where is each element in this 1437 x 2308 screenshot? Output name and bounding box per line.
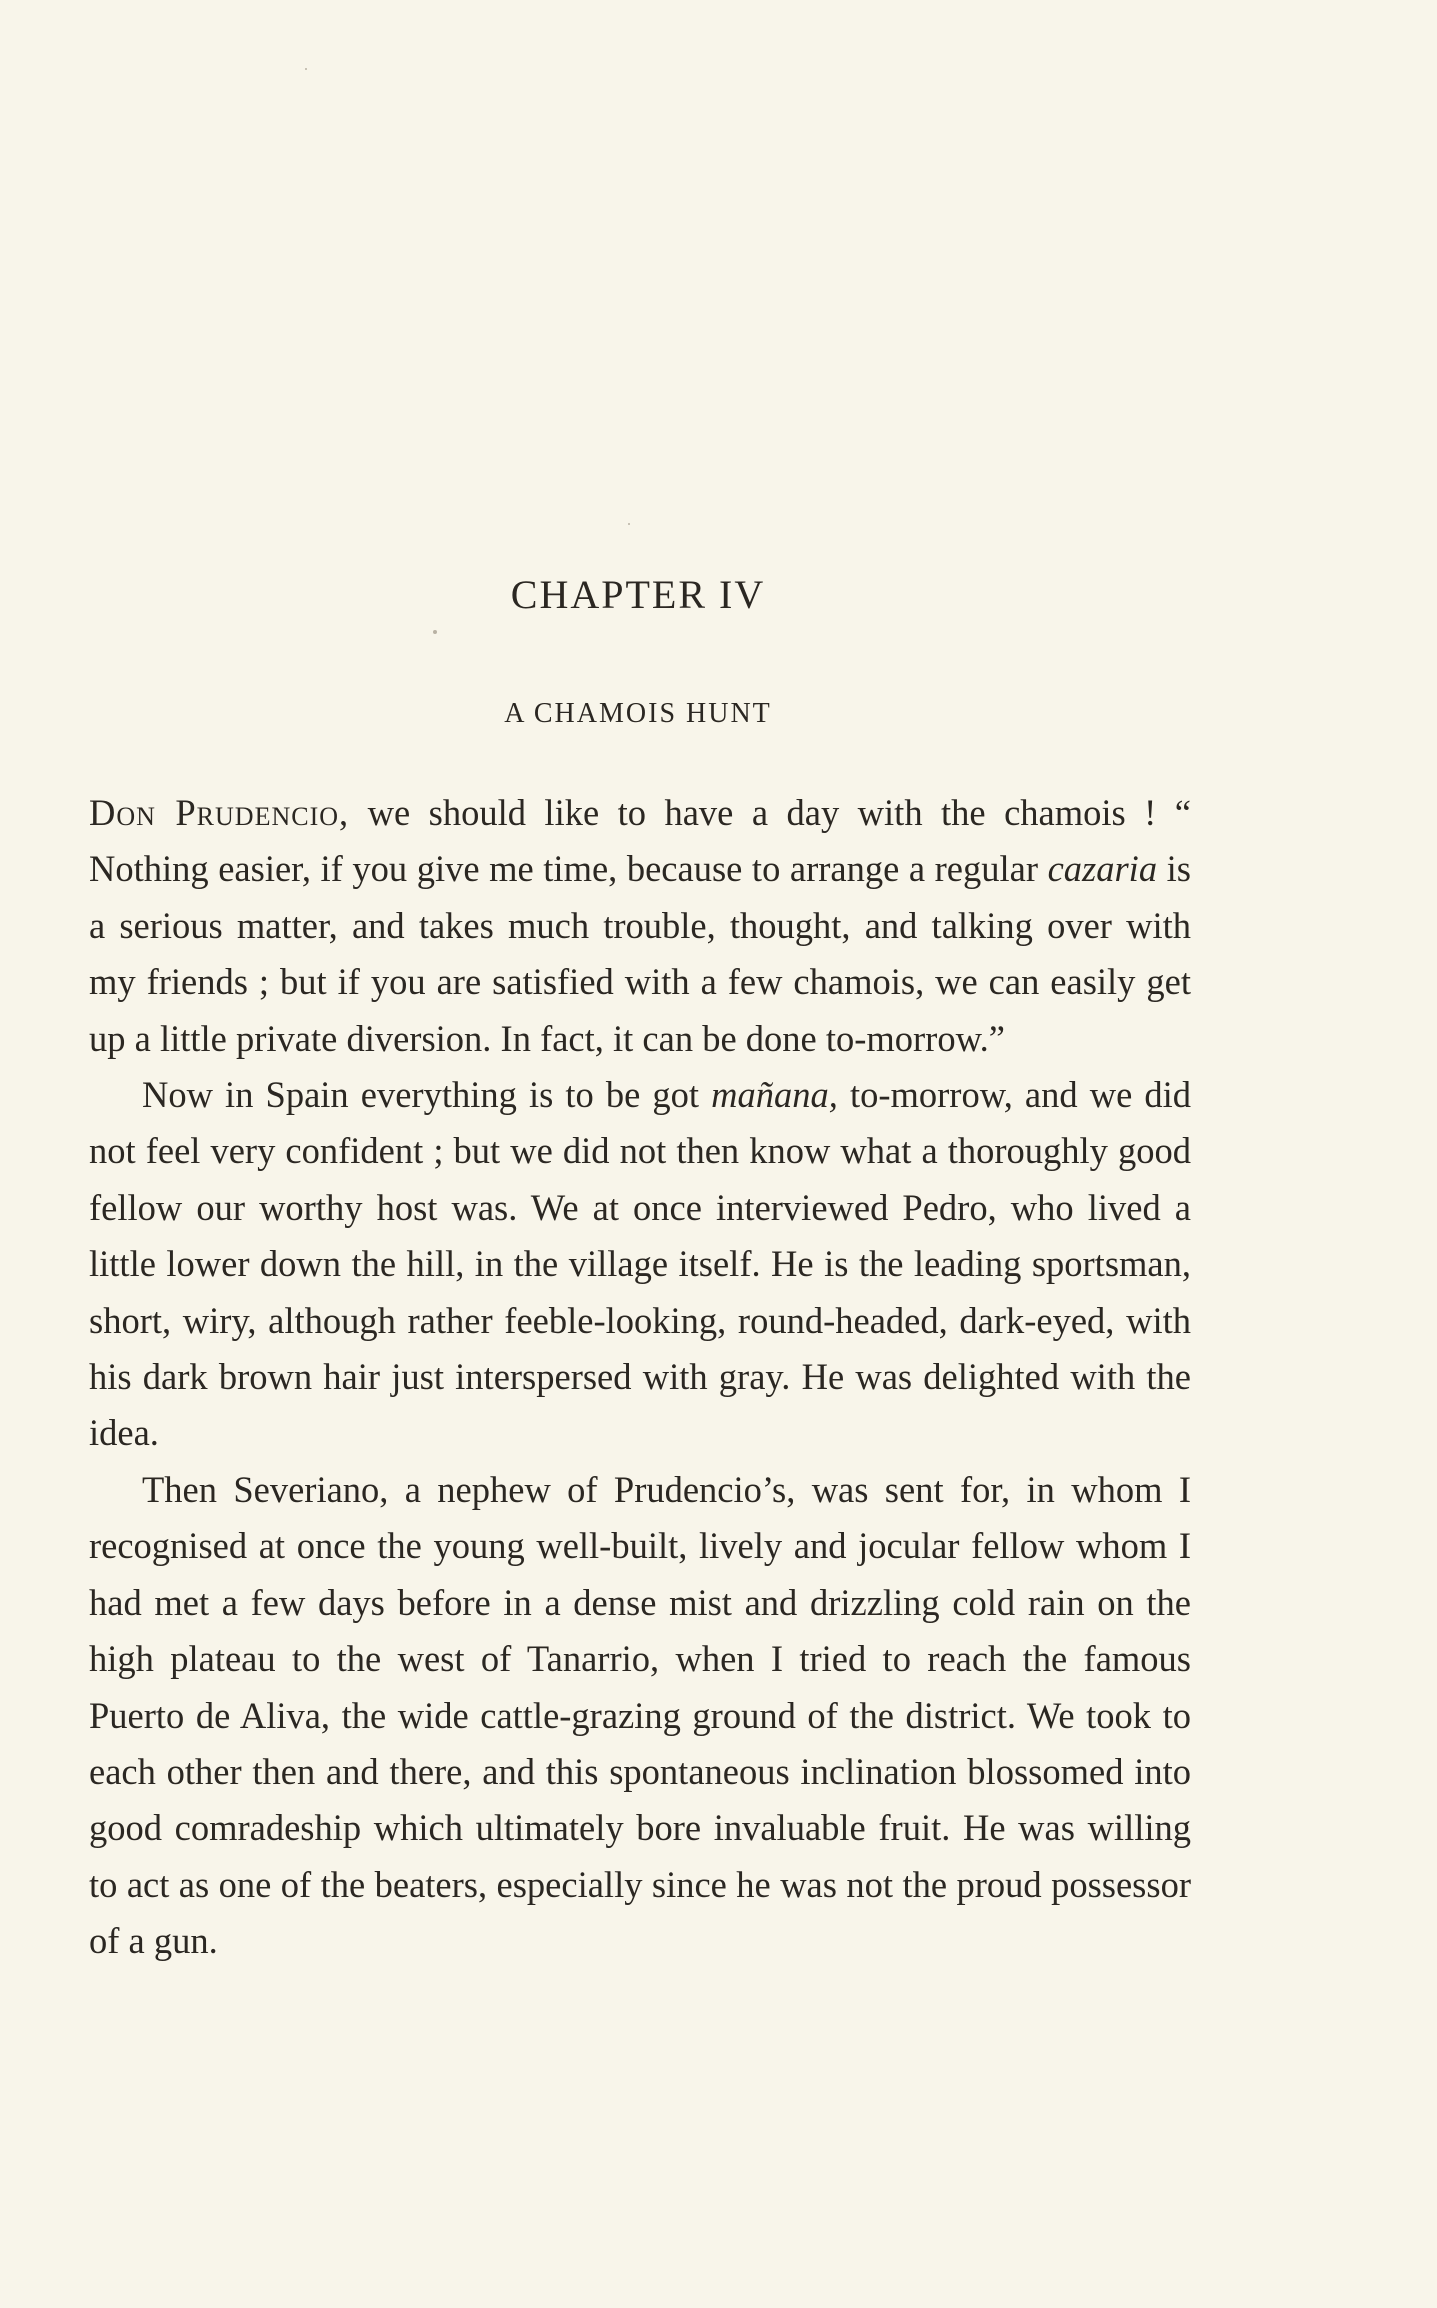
chapter-title: CHAPTER IV bbox=[510, 572, 766, 617]
chapter-subtitle: A CHAMOIS HUNT bbox=[504, 698, 772, 729]
paragraph-1 bbox=[89, 785, 1191, 1067]
paper-speck bbox=[433, 630, 437, 634]
paragraph-text: is a serious matter, and takes much trouble, thought, and talking over with my friends ; but if you are satisfied with a few chamois, we can easily get up a little private diversion. In fact, it can be done to-morrow.” bbox=[89, 848, 1191, 1059]
opening-smallcaps: Don Prudencio, bbox=[89, 792, 350, 833]
paragraph-2 bbox=[89, 1067, 1191, 1462]
paragraph-text: Now in Spain everything is to be got bbox=[142, 1074, 712, 1116]
paragraph-text: Then Severiano, a nephew of Prudencio’s, was sent for, in whom I recognised at once the young well-built, lively and jocular fellow whom I had met a few days before in a dense mist and drizzling cold rain on the high plateau to the west of Tanarrio, when I tried to reach the famous Puerto de Aliva, the wide cattle-grazing ground of the district. We took to each other then and there, and this spontaneous inclination blossomed into good comradeship which ultimately bore invaluable fruit. He was willing to act as one of the beaters, especially since he was not the proud possessor of a gun. bbox=[89, 1468, 1191, 1962]
chapter-body bbox=[89, 785, 1191, 1970]
paper-speck bbox=[628, 523, 630, 525]
italic-word: cazaria bbox=[1047, 848, 1158, 890]
paragraph-text: we should like to have a day with the chamois ! “ Nothing easier, if you give me time, because to arrange a regular bbox=[89, 792, 1191, 890]
paper-speck bbox=[305, 68, 307, 70]
paragraph-text: to-morrow, and we did not feel very confident ; but we did not then know what a thoroughly good fellow our worthy host was. We at once interviewed Pedro, who lived a little lower down the hill, in the village itself. He is the leading sportsman, short, wiry, although rather feeble-looking, round-headed, dark-eyed, with his dark brown hair just interspersed with gray. He was delighted with the idea. bbox=[89, 1074, 1191, 1454]
paragraph-3 bbox=[89, 1462, 1191, 1970]
italic-word: mañana, bbox=[711, 1074, 838, 1116]
